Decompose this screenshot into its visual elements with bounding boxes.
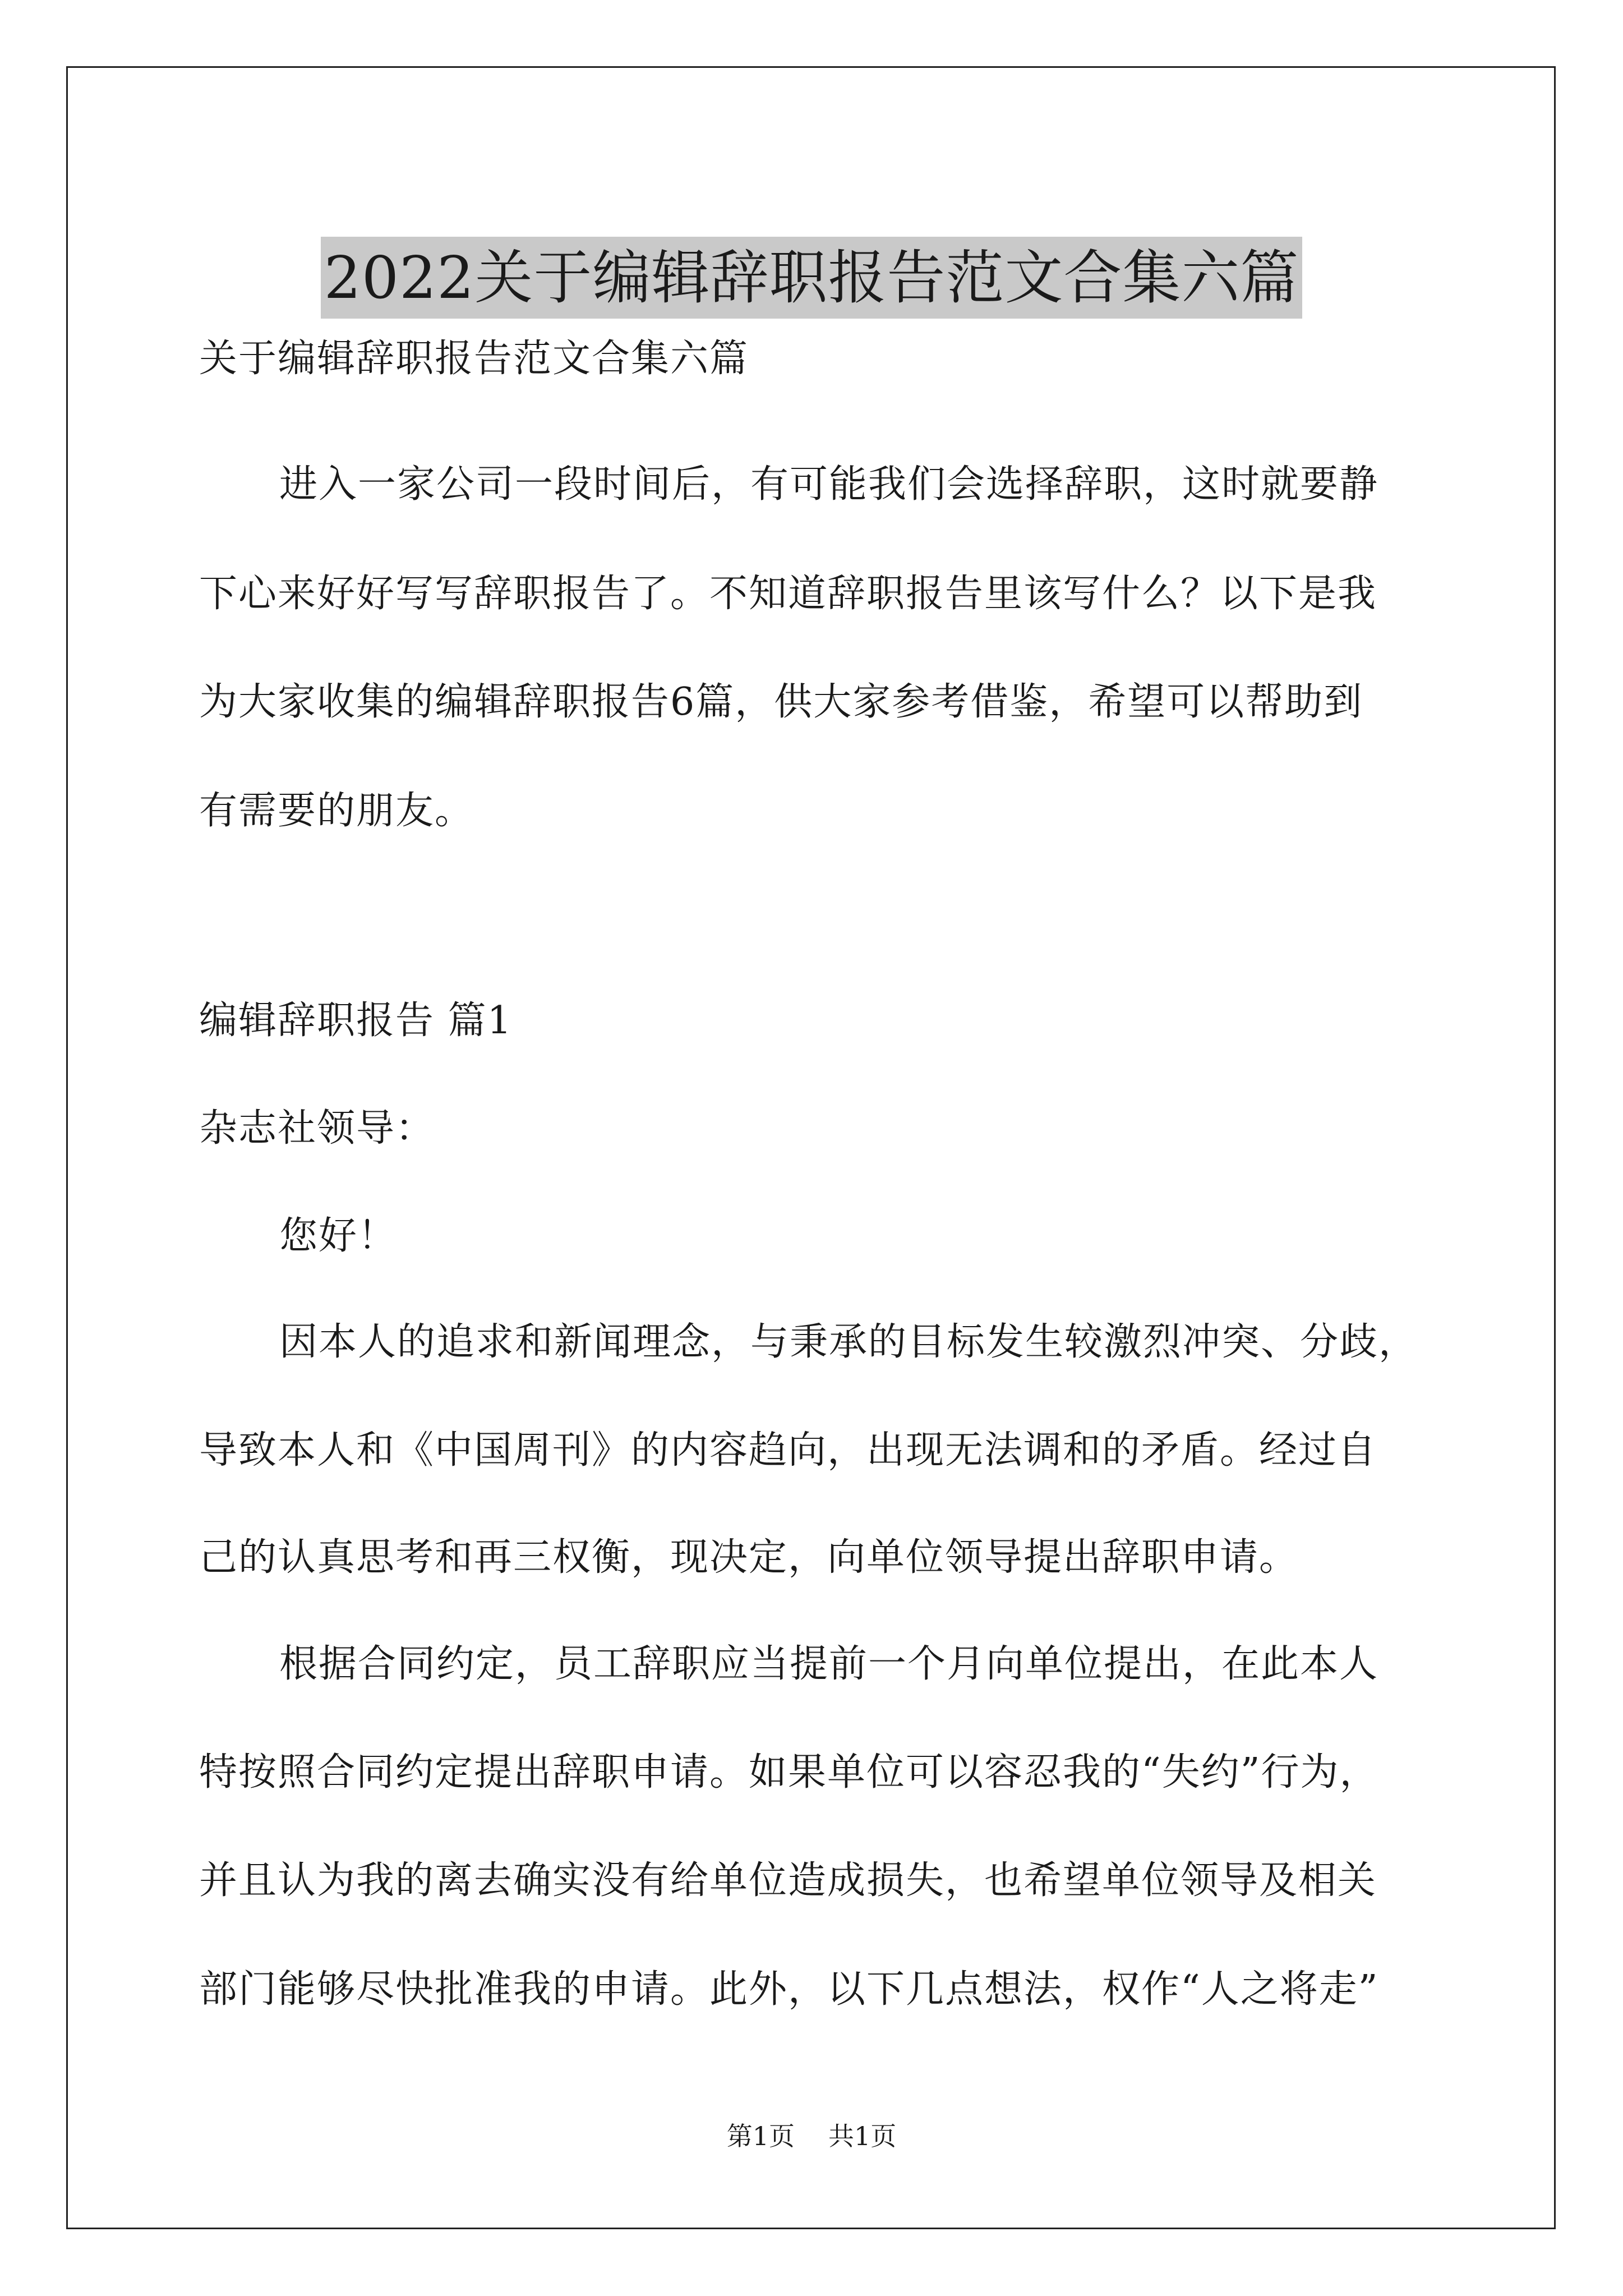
body-line: 为大家收集的编辑辞职报告6篇，供大家参考借鉴，希望可以帮助到 (199, 680, 1363, 724)
salutation: 杂志社领导： (199, 1106, 435, 1151)
subtitle-line: 关于编辑辞职报告范文合集六篇 (199, 337, 749, 381)
title-container (0, 197, 1623, 312)
body-line: 部门能够尽快批准我的申请。此外，以下几点想法，权作“人之将走” (199, 1967, 1379, 2012)
body-line: 特按照合同约定提出辞职申请。如果单位可以容忍我的“失约”行为， (199, 1750, 1379, 1795)
body-line: 有需要的朋友。 (199, 789, 474, 833)
body-line: 下心来好好写写辞职报告了。不知道辞职报告里该写什么？以下是我 (199, 572, 1377, 616)
page-number-current: 第1页 (726, 2121, 795, 2151)
body-line: 进入一家公司一段时间后，有可能我们会选择辞职，这时就要静 (279, 462, 1379, 507)
section-heading: 编辑辞职报告 篇1 (199, 999, 513, 1043)
page-number-total: 共1页 (828, 2121, 897, 2151)
body-line: 因本人的追求和新闻理念，与秉承的目标发生较激烈冲突、分歧， (279, 1320, 1418, 1364)
body-line: 导致本人和《中国周刊》的内容趋向，出现无法调和的矛盾。经过自 (199, 1428, 1377, 1473)
body-line: 并且认为我的离去确实没有给单位造成损失，也希望单位领导及相关 (199, 1858, 1377, 1903)
body-line: 根据合同约定，员工辞职应当提前一个月向单位提出，在此本人 (279, 1642, 1379, 1686)
document-title: 2022关于编辑辞职报告范文合集六篇 (321, 237, 1303, 319)
body-line: 己的认真思考和再三权衡，现决定，向单位领导提出辞职申请。 (199, 1535, 1299, 1580)
greeting: 您好！ (279, 1214, 398, 1258)
page-footer (0, 2119, 1623, 2153)
